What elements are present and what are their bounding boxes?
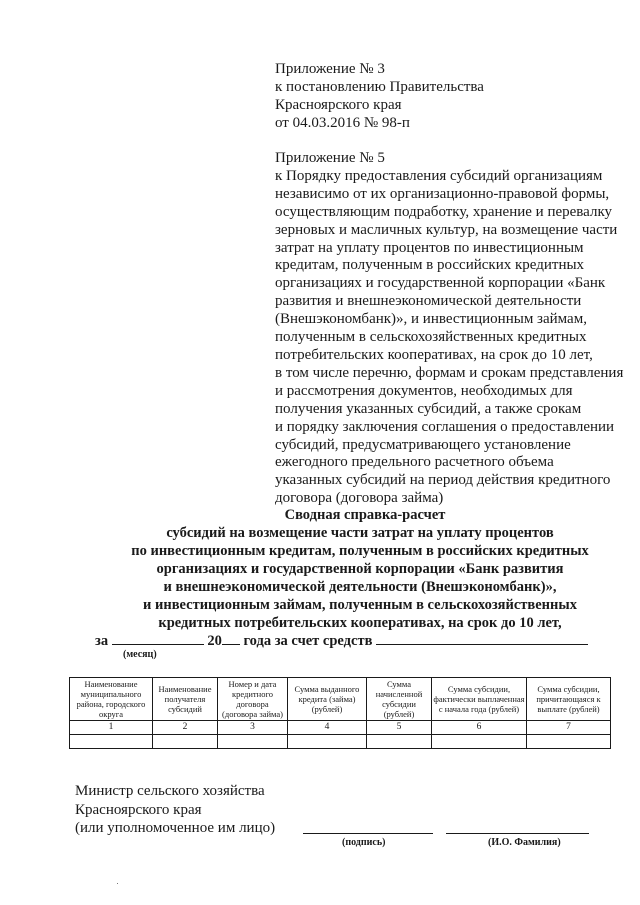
signature-line[interactable] — [303, 833, 433, 834]
appendix-sub-block — [275, 150, 635, 508]
appendix-sub-line: указанных субсидий на период действия кредитного — [275, 472, 611, 489]
column-number-cell: 2 — [153, 721, 218, 735]
period-row — [95, 630, 615, 650]
header-cell: Наименование муниципального района, городского округа — [70, 678, 153, 721]
appendix-main-block — [275, 60, 635, 132]
signer-line-3: (или уполномоченное им лицо) — [75, 820, 276, 836]
table-cell[interactable] — [527, 735, 611, 749]
header-cell: Сумма субсидии, причитающаяся к выплате (рублей) — [527, 678, 611, 721]
year-blank-field[interactable] — [222, 630, 240, 645]
appendix-main-line-2: к постановлению Правительства — [275, 79, 484, 95]
document-title — [60, 506, 640, 632]
table-header-row — [70, 678, 611, 721]
appendix-sub-line: в том числе перечню, формам и срокам представления — [275, 364, 624, 381]
signer-line-2: Красноярского края — [75, 801, 202, 818]
table-cell[interactable] — [70, 735, 153, 749]
header-cell: Номер и дата кредитного договора (договора займа) — [218, 678, 288, 721]
header-cell: Сумма выданного кредита (займа) (рублей) — [288, 678, 367, 721]
title-line: организациях и государственной корпорации «Банк развития — [156, 561, 564, 577]
appendix-sub-line: осуществляющим подработку, хранение и перевалку — [275, 203, 613, 220]
header-cell: Наименование получателя субсидий — [153, 678, 218, 721]
column-number-cell: 3 — [218, 721, 288, 735]
name-line[interactable] — [446, 833, 589, 834]
appendix-main-line-1: Приложение № 3 — [275, 61, 385, 77]
title-line: кредитных потребительских кооперативах, на срок до 10 лет, — [158, 615, 562, 631]
table-cell[interactable] — [153, 735, 218, 749]
table-cell[interactable] — [288, 735, 367, 749]
header-cell: Сумма субсидии, фактически выплаченная с начала года (рублей) — [432, 678, 527, 721]
funds-source-blank-field[interactable] — [376, 630, 588, 645]
appendix-sub-line: полученным в сельскохозяйственных кредитных — [275, 329, 587, 346]
appendix-sub-line: независимо от их организационно-правовой формы, — [275, 185, 610, 202]
table-cell[interactable] — [218, 735, 288, 749]
appendix-sub-line: получения указанных субсидий, а также срокам — [275, 400, 582, 417]
appendix-sub-line: потребительских кооперативах, на срок до 10 лет, — [275, 346, 593, 363]
appendix-sub-line: к Порядку предоставления субсидий организациям — [275, 167, 603, 184]
scan-speck — [117, 883, 118, 884]
column-number-cell: 7 — [527, 721, 611, 735]
column-number-row — [70, 721, 611, 735]
appendix-sub-line: (Внешэкономбанк)», и инвестиционным займам, — [275, 311, 587, 328]
column-number-cell: 5 — [367, 721, 432, 735]
appendix-sub-title: Приложение № 5 — [275, 150, 385, 166]
appendix-sub-line: организациях и государственной корпорации «Банк — [275, 275, 606, 292]
table-cell[interactable] — [432, 735, 527, 749]
appendix-sub-line: развития и внешнеэкономической деятельности — [275, 293, 582, 310]
column-number-cell: 6 — [432, 721, 527, 735]
table-cell[interactable] — [367, 735, 432, 749]
table-row — [70, 735, 611, 749]
title-line: и внешнеэкономической деятельности (Внешэкономбанк)», — [163, 579, 557, 595]
column-number-cell: 1 — [70, 721, 153, 735]
appendix-sub-line: ежегодного предельного расчетного объема — [275, 454, 554, 471]
header-cell: Сумма начисленной субсидии (рублей) — [367, 678, 432, 721]
title-line: Сводная справка-расчет — [284, 507, 446, 523]
month-blank-field[interactable] — [112, 630, 204, 645]
signature-caption: (подпись) — [342, 837, 386, 848]
title-line: и инвестиционным займам, полученным в сельскохозяйственных — [143, 597, 577, 613]
appendix-sub-line: и порядку заключения соглашения о предоставлении — [275, 418, 615, 435]
name-caption: (И.О. Фамилия) — [488, 837, 561, 848]
appendix-sub-line: договора (договора займа) — [275, 490, 444, 507]
title-line: по инвестиционным кредитам, полученным в российских кредитных — [131, 543, 589, 559]
period-prefix: за — [95, 633, 109, 649]
appendix-sub-line: зерновых и масличных культур, на возмещение части — [275, 221, 618, 238]
period-year-prefix: 20 — [207, 633, 222, 649]
appendix-main-line-3: Красноярского края — [275, 97, 402, 113]
period-suffix: года за счет средств — [243, 633, 373, 649]
appendix-sub-line: затрат на уплату процентов по инвестиционным — [275, 239, 584, 256]
signer-line-1: Министр сельского хозяйства — [75, 783, 265, 799]
appendix-main-line-4: от 04.03.2016 № 98-п — [275, 115, 410, 131]
column-number-cell: 4 — [288, 721, 367, 735]
appendix-sub-line: и рассмотрения документов, необходимых для — [275, 382, 573, 399]
appendix-sub-line: кредитам, полученным в российских кредитных — [275, 257, 585, 274]
appendix-sub-line: субсидий, предусматривающего установление — [275, 436, 571, 453]
signer-block — [75, 782, 275, 838]
title-line: субсидий на возмещение части затрат на уплату процентов — [166, 525, 554, 541]
summary-table — [69, 677, 611, 749]
month-caption: (месяц) — [123, 649, 157, 660]
